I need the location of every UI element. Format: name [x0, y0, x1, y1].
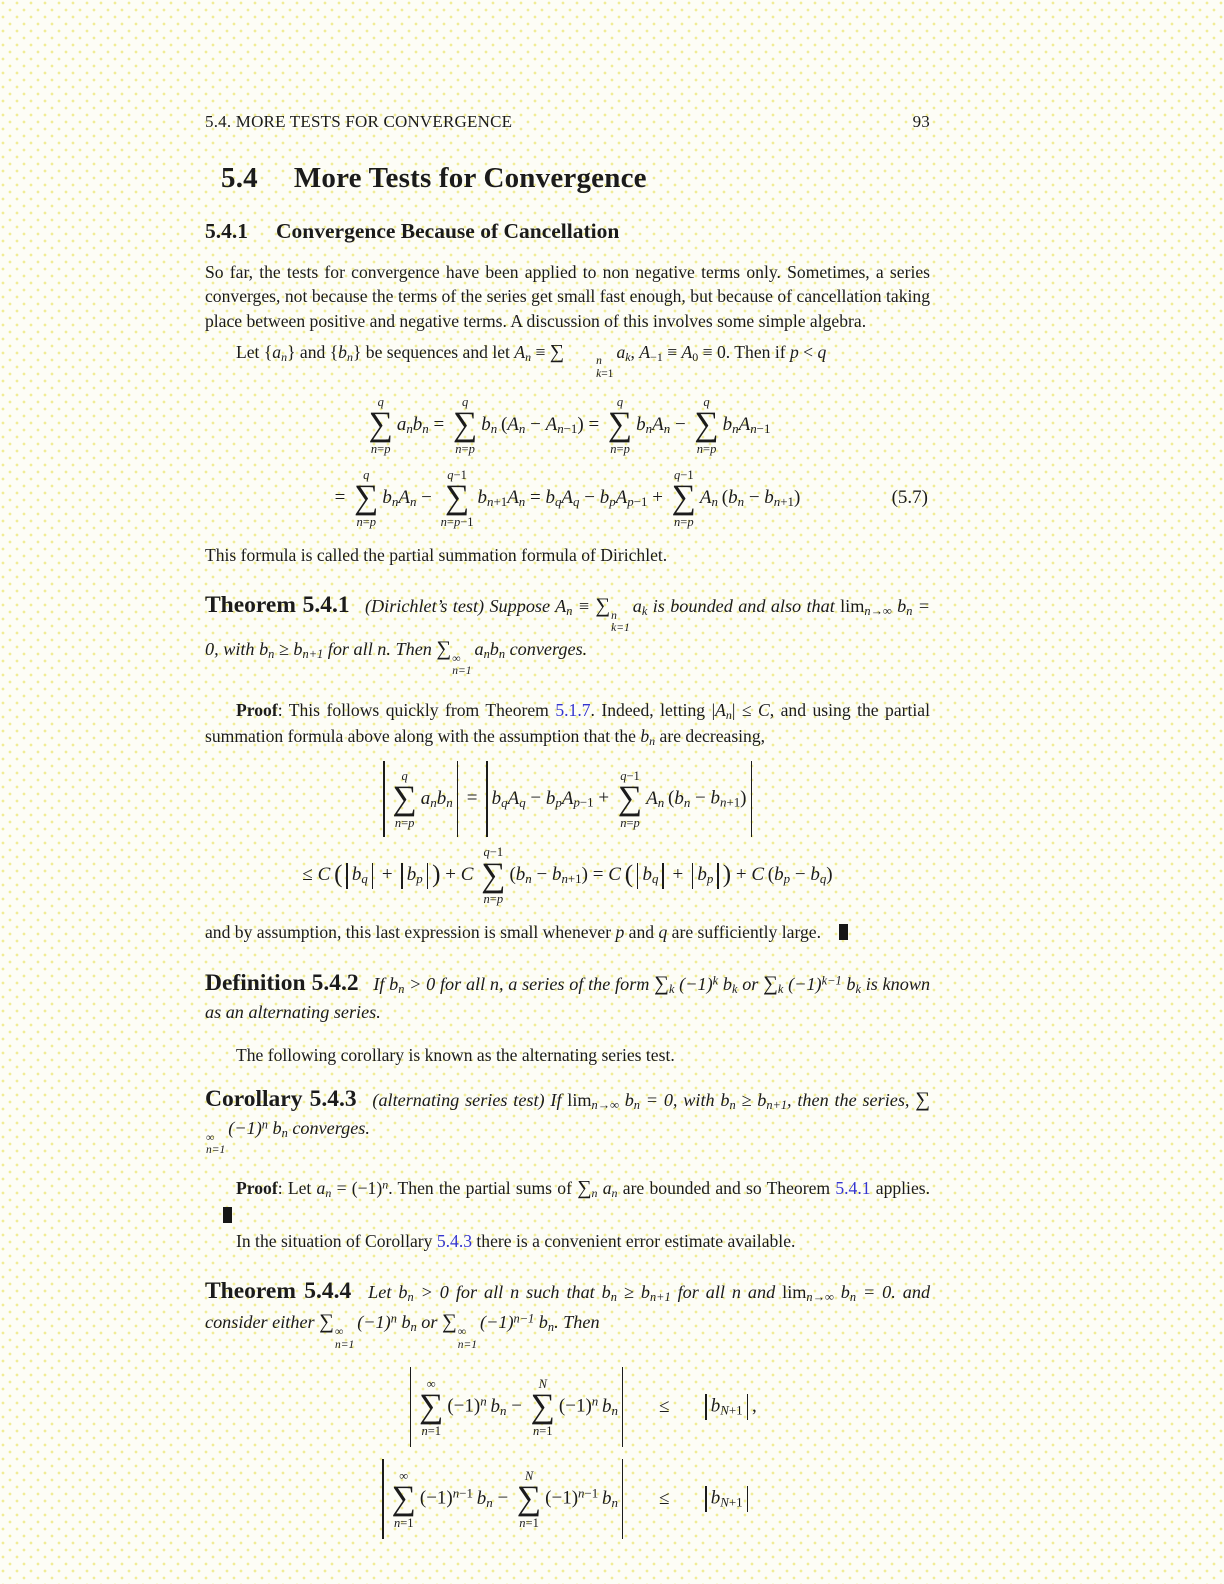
proof-543-text-after: applies.: [870, 1178, 930, 1199]
proof-543-text-before: : Let $a_n = (-1)^n$. Then the partial sums of $\sum_n$ $a_n$ are bounded and so Theorem: [277, 1177, 836, 1201]
subsection-heading: [205, 219, 930, 244]
error-estimate-equations: [205, 1367, 930, 1539]
running-header: [205, 112, 930, 132]
subsection-number: 5.4.1: [205, 219, 248, 243]
situation-text-before: In the situation of Corollary: [236, 1231, 437, 1252]
theorem-544-head: Theorem 5.4.4: [205, 1278, 352, 1305]
proof-543-paragraph: [205, 1175, 930, 1227]
equation-abs-partial-sum: q ∑ n=p $a_nb_n = b_qA_q - b_pA_{p-1}$ + q−1 ∑ n=p $A_n$ $(b_n - b_{n+1})$: [205, 761, 930, 837]
equation-error-1-lhs: ∞ ∑ n=1 $(-1)^n$ $b_n$ − N ∑ n=1 $(-1)^n$ $b_n$: [378, 1367, 627, 1447]
definition-542-head: Definition 5.4.2: [205, 969, 359, 996]
corollary-543-body: (alternating series test) If $\lim_{n\to\infty} b_n = 0$, with $b_n \ge b_{n+1}$, then the series, ∑ ∞ n=1 $(-1)^n$ $b_n$ converges.: [206, 1089, 931, 1157]
equation-bound: ≤ C ( $b_q + b_p$ ) + C q−1 ∑ n=p $(b_n - b_{n+1}) = C$ ( $b_q + b_p$ ) + C $(b_p - b_q)$: [302, 845, 833, 907]
sequences-paragraph: Let $\{a_n\}$ and $\{b_n\}$ be sequences and let $A_n$ ≡ ∑ n k=1 $a_k$, $A_{-1} \equiv A_0 \equiv 0$. Then if p < q: [236, 340, 827, 380]
proof-541-text-before: : This follows quickly from Theorem: [277, 700, 556, 721]
ref-corollary-5-4-3[interactable]: 5.4.3: [436, 1231, 473, 1252]
equation-partial-summation-2: = q ∑ n=p $b_nA_n$ − q−1 ∑ n=p−1 $b_{n+1}A_n = b_qA_q - b_pA_{p-1}$ + q−1 ∑ n=p $A_n$ $(b_n - b_{n+1})$: [334, 467, 801, 529]
equation-number-5-7: (5.7): [891, 487, 928, 509]
corollary-543: [205, 1083, 930, 1157]
theorem-541: [205, 589, 930, 678]
equation-error-2-lhs: ∞ ∑ n=1 $(-1)^{n-1}$ $b_n$ − N ∑ n=1 $(-1)^{n-1}$ $b_n$: [378, 1459, 627, 1539]
page-number: 93: [912, 112, 930, 131]
subsection-title: Convergence Because of Cancellation: [276, 219, 620, 243]
proof-541-text-after: . Indeed, letting $|A_n| \le C$, and using the partial summation formula above along with the assumption that the $b_n$ are decreasing,: [205, 700, 930, 748]
equation-error-2-relation: ≤: [659, 1488, 670, 1510]
equation-error-1-relation: ≤: [659, 1396, 670, 1418]
definition-542-body: If $b_n > 0$ for all n, a series of the form $\sum_k$ $(-1)^k$ $b_k$ or $\sum_k$ $(-1)^{k-1}$ $b_k$ is known as an alternating series.: [205, 972, 931, 1022]
proof-label-2: Proof: [236, 1178, 278, 1199]
theorem-541-body: (Dirichlet’s test) Suppose $A_n$ ≡ ∑ n k=1 $a_k$ is bounded and also that $\lim_{n\to\infty} b_n = 0$, with $b_n \ge b_{n+1}$ for all n. Then ∑ ∞ n=1 $a_nb_n$ converges.: [205, 595, 930, 678]
qed-tombstone-icon: [839, 924, 848, 940]
equation-error-2-rhs: $b_{N+1}$: [701, 1486, 756, 1512]
equation-partial-summation-1: q ∑ n=p $a_nb_n$ = q ∑ n=p $b_n$ $(A_n - A_{n-1})$ = q ∑ n=p $b_nA_n$ − q ∑ n=p $b_nA_{n-1}$: [368, 394, 771, 456]
ref-theorem-5-1-7[interactable]: 5.1.7: [555, 700, 591, 721]
corollary-intro: The following corollary is known as the alternating series test.: [236, 1045, 675, 1066]
situation-text-after: there is a convenient error estimate available.: [472, 1231, 796, 1252]
definition-542: [205, 967, 930, 1025]
proof-541-paragraph: [205, 698, 930, 749]
proof-label: Proof: [236, 700, 278, 721]
section-number: 5.4: [221, 162, 258, 194]
equation-error-1-rhs: $b_{N+1}$ ,: [701, 1394, 756, 1420]
section-heading: [221, 162, 930, 195]
conclusion-text: and by assumption, this last expression is small whenever p and q are sufficiently large.: [205, 922, 821, 943]
theorem-541-head: Theorem 5.4.1: [205, 592, 350, 619]
situation-paragraph: [205, 1229, 930, 1253]
section-title: More Tests for Convergence: [293, 162, 647, 194]
proof-541-conclusion: [205, 920, 930, 944]
dirichlet-note: This formula is called the partial summation formula of Dirichlet.: [205, 544, 668, 565]
ref-theorem-5-4-1[interactable]: 5.4.1: [835, 1178, 871, 1199]
theorem-544-body: Let $b_n > 0$ for all n such that $b_n \ge b_{n+1}$ for all n and $\lim_{n\to\infty} b_n = 0$. and consider either ∑ ∞ n=1 $(-1)^n$ $b_n$ or ∑ ∞ n=1 $(-1)^{n-1}$ $b_n$. Then: [205, 1282, 931, 1351]
intro-paragraph: So far, the tests for convergence have been applied to non negative terms only. Sometimes, a series converges, not because the terms of the series get small fast enough, but because of cancellation taking place between positive and negative terms. A discussion of this involves some simple algebra.: [205, 262, 930, 331]
corollary-543-head: Corollary 5.4.3: [205, 1086, 357, 1113]
theorem-544: [205, 1275, 930, 1351]
equation-5-7-row: [205, 468, 930, 529]
running-header-title: 5.4. MORE TESTS FOR CONVERGENCE: [205, 112, 513, 131]
qed-tombstone-icon-2: [223, 1207, 232, 1223]
